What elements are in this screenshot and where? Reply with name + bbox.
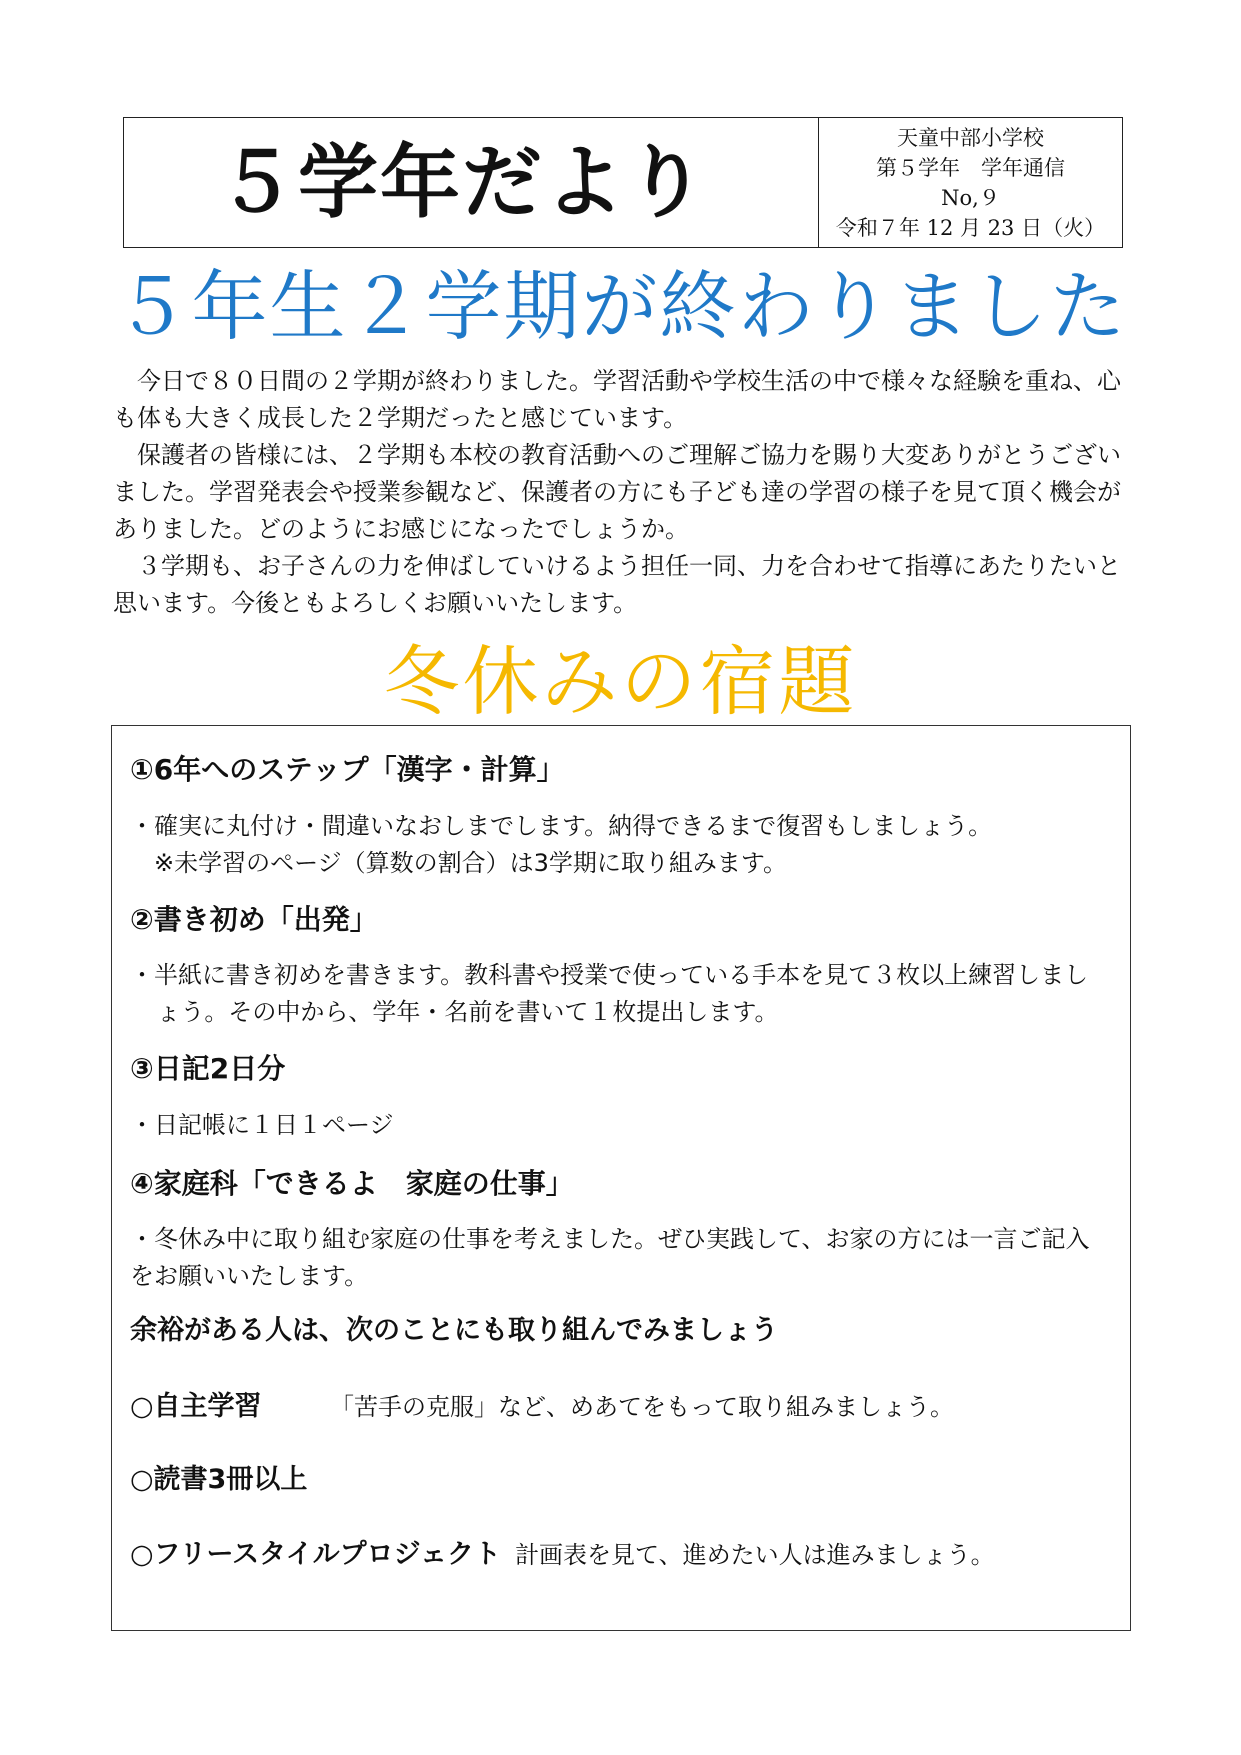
- grade-line: 第５学年 学年通信: [876, 155, 1065, 180]
- homework-calligraphy-text: ・半紙に書き初めを書きます。教科書や授業で使っている手本を見て３枚以上練習しましょう。その中から、学年・名前を書いて１枚提出します。: [130, 961, 1089, 1026]
- intro-paragraph: 今日で８０日間の２学期が終わりました。学習活動や学校生活の中で様々な経験を重ね、心も体も大きく成長した２学期だったと感じています。: [113, 367, 1121, 432]
- newsletter-header: [123, 117, 1123, 248]
- homework-title-step: ①6年へのステップ「漢字・計算」: [130, 753, 565, 786]
- extra-item-self-study: [130, 1389, 954, 1425]
- intro-paragraph: ３学期も、お子さんの力を伸ばしていけるよう担任一同、力を合わせて指導にあたりたいと思います。今後ともよろしくお願いいたします。: [113, 552, 1121, 617]
- homework-title-calligraphy: ②書き初め「出発」: [130, 903, 378, 936]
- header-title-cell: [124, 118, 819, 247]
- extra-label: ○読書3冊以上: [130, 1464, 308, 1495]
- homework-box: [111, 725, 1131, 1631]
- extra-text: 「苦手の克服」など、めあてをもって取り組みましょう。: [330, 1393, 954, 1421]
- homework-title-home-economics: ④家庭科「できるよ 家庭の仕事」: [130, 1167, 574, 1200]
- extra-item-freestyle-project: [130, 1537, 995, 1573]
- homework-home-economics-text: ・冬休み中に取り組む家庭の仕事を考えました。ぜひ実践して、お家の方には一言ご記入をお願いいたします。: [130, 1225, 1090, 1290]
- winter-homework-headline: 冬休みの宿題: [383, 637, 858, 726]
- homework-title-diary: ③日記2日分: [130, 1052, 286, 1085]
- newsletter-title: ５学年だより: [216, 135, 708, 229]
- homework-step-line: ・確実に丸付け・間違いなおしまでします。納得できるまで復習もしましょう。: [130, 812, 993, 840]
- extra-label: ○フリースタイルプロジェクト: [130, 1539, 502, 1570]
- term-end-headline: ５年生２学期が終わりました: [113, 262, 1128, 351]
- extra-label: ○自主学習: [130, 1391, 262, 1422]
- intro-text: [113, 363, 1128, 622]
- extra-item-reading: [130, 1462, 307, 1498]
- extra-text: 計画表を見て、進めたい人は進みましょう。: [515, 1541, 995, 1569]
- extras-heading: 余裕がある人は、次のことにも取り組んでみましょう: [130, 1315, 778, 1346]
- issue-number: No,９: [941, 185, 1000, 210]
- header-info-cell: [819, 118, 1122, 247]
- homework-diary-text: ・日記帳に１日１ページ: [130, 1111, 394, 1139]
- issue-date: 令和７年 12 月 23 日（火）: [835, 215, 1106, 240]
- intro-paragraph: 保護者の皆様には、２学期も本校の教育活動へのご理解ご協力を賜り大変ありがとうございました。学習発表会や授業参観など、保護者の方にも子ども達の学習の様子を見て頂く機会がありました。どのようにお感じになったでしょうか。: [113, 441, 1121, 543]
- school-name: 天童中部小学校: [897, 125, 1044, 150]
- homework-step-note: ※未学習のページ（算数の割合）は3学期に取り組みます。: [154, 849, 787, 877]
